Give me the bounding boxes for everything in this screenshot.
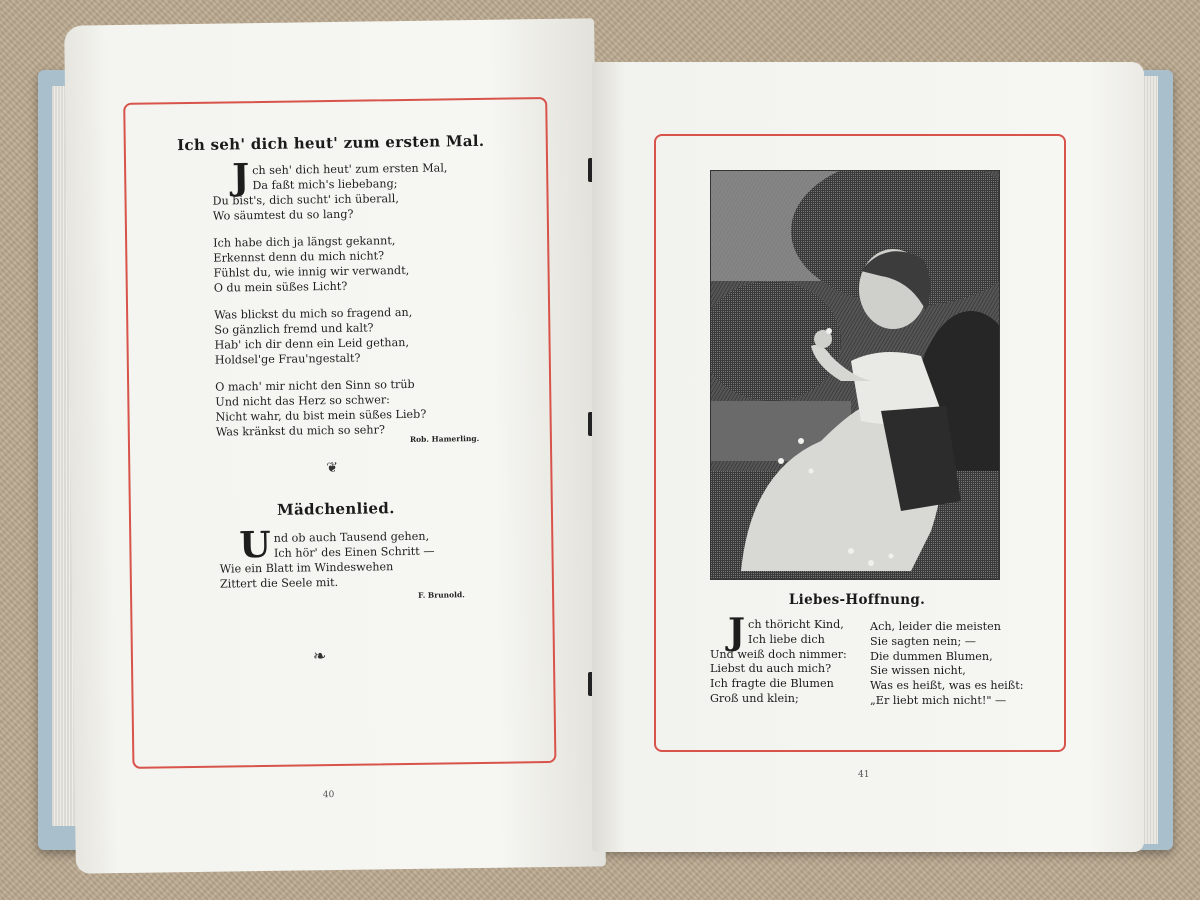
stanza (214, 303, 535, 367)
poem-line: Zittert die Seele mit. (219, 575, 339, 591)
poem-line: Erkennst denn du mich nicht? (213, 249, 385, 265)
poem-line: O du mein süßes Licht? (213, 279, 348, 295)
poem-title: Mädchenlied. (276, 499, 395, 519)
poem-line: So gänzlich fremd und kalt? (214, 321, 374, 337)
poem-line: Sie wissen nicht, (870, 664, 966, 678)
poem-body (212, 156, 536, 451)
page-number: 40 (322, 790, 335, 801)
poem-title: Liebes-Hoffnung. (788, 592, 926, 608)
poem-line: Ich liebe dich (748, 632, 825, 646)
poem-line: Ich habe dich ja längst gekannt, (213, 234, 396, 250)
poem-line: Holdsel'ge Frau'ngestalt? (214, 351, 361, 367)
poem-line: Liebst du auch mich? (710, 662, 832, 676)
poem-line: Wie ein Blatt im Windeswehen (219, 560, 394, 576)
left-page (64, 18, 606, 873)
poem-line: Nicht wahr, du bist mein süßes Lieb? (215, 407, 427, 424)
stanza (215, 375, 536, 439)
poem-line: ch seh' dich heut' zum ersten Mal, (252, 161, 448, 178)
poem-line: Ich hör' des Einen Schritt — (273, 544, 435, 560)
drop-cap: J (231, 156, 250, 199)
engraving-illustration (710, 170, 1000, 580)
poem-line: Da faßt mich's liebebang; (252, 177, 398, 193)
flower-ornament-icon: ❦ (326, 459, 339, 477)
poem-line: Die dummen Blumen, (870, 649, 993, 663)
poem-line: Was es heißt, was es heißt: (870, 679, 1024, 693)
poem-line: Und nicht das Herz so schwer: (215, 393, 390, 409)
poem-line: Wo säumtest du so lang? (212, 207, 354, 223)
poem-line: ch thöricht Kind, (748, 618, 844, 631)
stanza (213, 231, 534, 295)
poem-line: Was kränkst du mich so sehr? (215, 423, 386, 439)
poem-body (219, 523, 540, 591)
poem-line: Ach, leider die meisten (870, 620, 1001, 633)
poem-line: Groß und klein; (710, 691, 799, 705)
poem-column-right (870, 620, 1030, 709)
poem-line: Fühlst du, wie innig wir verwandt, (213, 263, 410, 280)
poem-line: Sie sagten nein; — (870, 634, 976, 648)
poem-author: Rob. Hamerling. (409, 433, 480, 444)
poem-column-left (710, 611, 868, 707)
poem-line: Hab' ich dir denn ein Leid gethan, (214, 335, 410, 352)
drop-cap: U (239, 523, 272, 567)
poem-line: Was blickst du mich so fragend an, (214, 305, 413, 322)
poem-line: Du bist's, dich sucht' ich überall, (212, 192, 399, 208)
vine-ornament-icon: ❧ (312, 646, 327, 666)
drop-cap: J (728, 611, 746, 653)
poem-author: F. Brunold. (418, 590, 465, 600)
poem-title: Ich seh' dich heut' zum ersten Mal. (177, 131, 485, 155)
page-number: 41 (858, 770, 870, 780)
poem-line: Und weiß doch nimmer: (710, 647, 847, 661)
right-page (592, 62, 1144, 852)
poem-line: nd ob auch Tausend gehen, (273, 529, 430, 545)
poem-line: Ich fragte die Blumen (710, 677, 834, 691)
poem-line: O mach' mir nicht den Sinn so trüb (215, 377, 415, 394)
stanza (212, 156, 533, 223)
poem-line: „Er liebt mich nicht!" — (870, 693, 1007, 707)
